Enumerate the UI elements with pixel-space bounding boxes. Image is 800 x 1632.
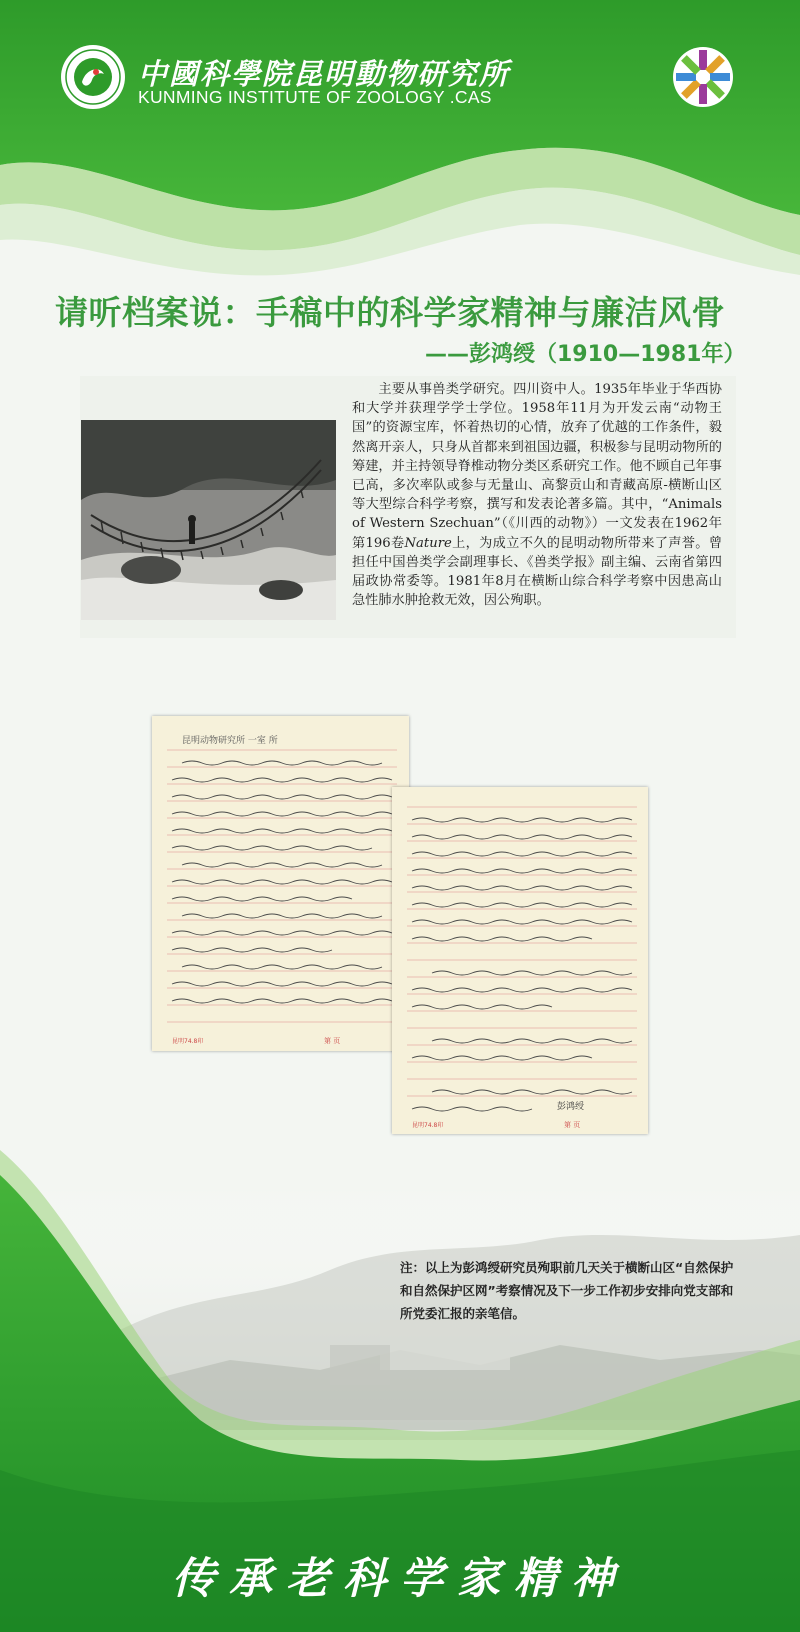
nature-journal-name: Nature [404, 535, 452, 551]
biography-text [352, 380, 722, 610]
rope-bridge-photo [81, 420, 336, 620]
letter-form-no: 昆明74.8印 [172, 1038, 204, 1045]
letter-header: 昆明动物研究所 一室 所 [182, 736, 278, 746]
cas-pinwheel-icon [672, 46, 734, 108]
handwriting-lines [392, 787, 648, 1134]
page-subtitle: ——彭鸿绶（1910—1981年） [425, 342, 746, 367]
letter-page-tag: 第 页 [564, 1121, 581, 1129]
bio-text-part2: 上，为成立不久的昆明动物所带来了声誉。曾担任中国兽类学会副理事长、《兽类学报》副主编、云南省第四届政协常委等。1981年8月在横断山综合科学考察中因患高山急性肺水肿抢救无效，因公殉职。 [352, 535, 723, 609]
letter-page-2 [392, 787, 648, 1134]
caption-note: 注：以上为彭鸿绶研究员殉职前几天关于横断山区“自然保护和自然保护区网”考察情况及下一步工作初步安排向党支部和所党委汇报的亲笔信。 [400, 1260, 734, 1321]
kiz-emblem-icon [60, 44, 126, 110]
letter-signature: 彭鸿绶 [557, 1102, 585, 1112]
institute-name-en: KUNMING INSTITUTE OF ZOOLOGY .CAS [138, 87, 492, 107]
letter-form-no: 昆明74.8印 [412, 1122, 444, 1129]
bio-text-part1: 主要从事兽类学研究。四川资中人。1935年毕业于华西协和大学并获理学学士学位。1958年11月为开发云南“动物王国”的资源宝库，怀着热切的心情，放弃了优越的工作条件，毅然离开亲人，只身从首都来到祖国边疆，积极参与昆明动物所的筹建，并主持领导脊椎动物分类区系研究工作。他不顾自己年事已高，多次率队或参与无量山、高黎贡山和青藏高原-横断山区等大型综合科学考察，撰写和发表论著多篇。其中，“Animals of Western Szechuan”（《川西的动物》）一文发表在1962年第196卷 [352, 382, 722, 551]
slogan: 传承老科学家精神 [172, 1554, 628, 1604]
letter-page-tag: 第 页 [324, 1037, 341, 1045]
handwriting-lines [152, 716, 409, 1051]
institute-name-cn: 中國科學院昆明動物研究所 [138, 57, 511, 91]
page-title: 请听档案说：手稿中的科学家精神与廉洁风骨 [55, 293, 725, 332]
letter-page-1 [152, 716, 409, 1051]
